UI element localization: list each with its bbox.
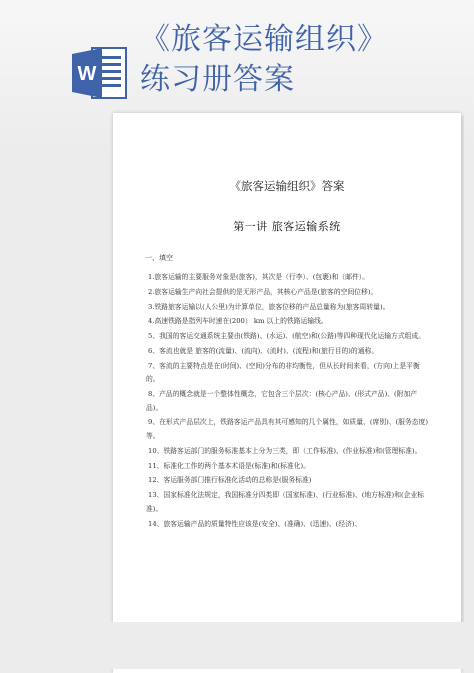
paragraph: 4.高速铁路是指列车时速在(200） km 以上的铁路运输线。: [148, 317, 328, 326]
footer-strip: [0, 622, 474, 669]
paragraph: 7、客流的主要特点是在(时间)、(空间)分布的非均衡性，但从长时间来看，(方向)上是平衡的。: [146, 361, 420, 384]
lecture-title: 第一讲 旅客运输系统: [233, 220, 341, 233]
paragraph: 14、旅客运输产品的质量特性应该是(安全)、(准确)、(迅速)、(经济)、: [148, 519, 362, 528]
document-body: [146, 271, 432, 532]
cover-title-line-2: 练习册答案: [140, 62, 295, 97]
paragraph: 2.旅客运输生产向社会提供的是无形产品，其核心产品是(旅客的空间位移)。: [148, 287, 378, 296]
paragraph: 6、客流也就是 旅客的(流量)、(流向)、(流时)、(流程)和(旅行目的)的通称。: [148, 346, 379, 355]
paragraph: 5、我国的客运交通系统主要由(铁路)、(水运)、(航空)和(公路)等四种现代化运输方式组成。: [148, 332, 426, 341]
paragraph: 11、标准化工作的两个基本术语是(标准)和(标准化)。: [148, 461, 310, 470]
cover-title-line-1: 《旅客运输组织》: [140, 22, 388, 57]
paragraph: 1.旅客运输的主要服务对象是(旅客)，其次是（行李）、(包裹)和（邮件）。: [148, 273, 369, 281]
document-title: 《旅客运输组织》答案: [229, 179, 345, 193]
paragraph: 13、国家标准化法规定，我国标准分四类即（国家标准)、(行业标准)、(地方标准)和(企业标准)。: [146, 491, 425, 513]
document-page: [113, 113, 461, 673]
paragraph: 12、客运服务部门推行标准化活动的总称是(服务标准): [148, 476, 312, 485]
paragraph: 9、在形式产品层次上，铁路客运产品具有其可感知的几个属性，如质量、(席别)、(服务态度)等。: [146, 418, 429, 441]
word-document-icon: [70, 44, 128, 102]
svg-text:W: W: [77, 63, 97, 85]
paragraph: 8、产品的概念就是一个整体性概念，它包含三个层次：(核心产品)、(形式产品)、(附加产品)。: [146, 390, 418, 412]
section-heading: 一、填空: [145, 254, 173, 262]
cover-title: [140, 20, 388, 100]
paragraph: 3.铁路旅客运输以(人公里)为计算单位，旅客位移的产品总量称为(旅客周转量)。: [148, 302, 390, 311]
paragraph: 10、铁路客运部门的服务标准基本上分为三类，即（工作标准)、(作业标准)和(管理标准)。: [148, 446, 422, 455]
